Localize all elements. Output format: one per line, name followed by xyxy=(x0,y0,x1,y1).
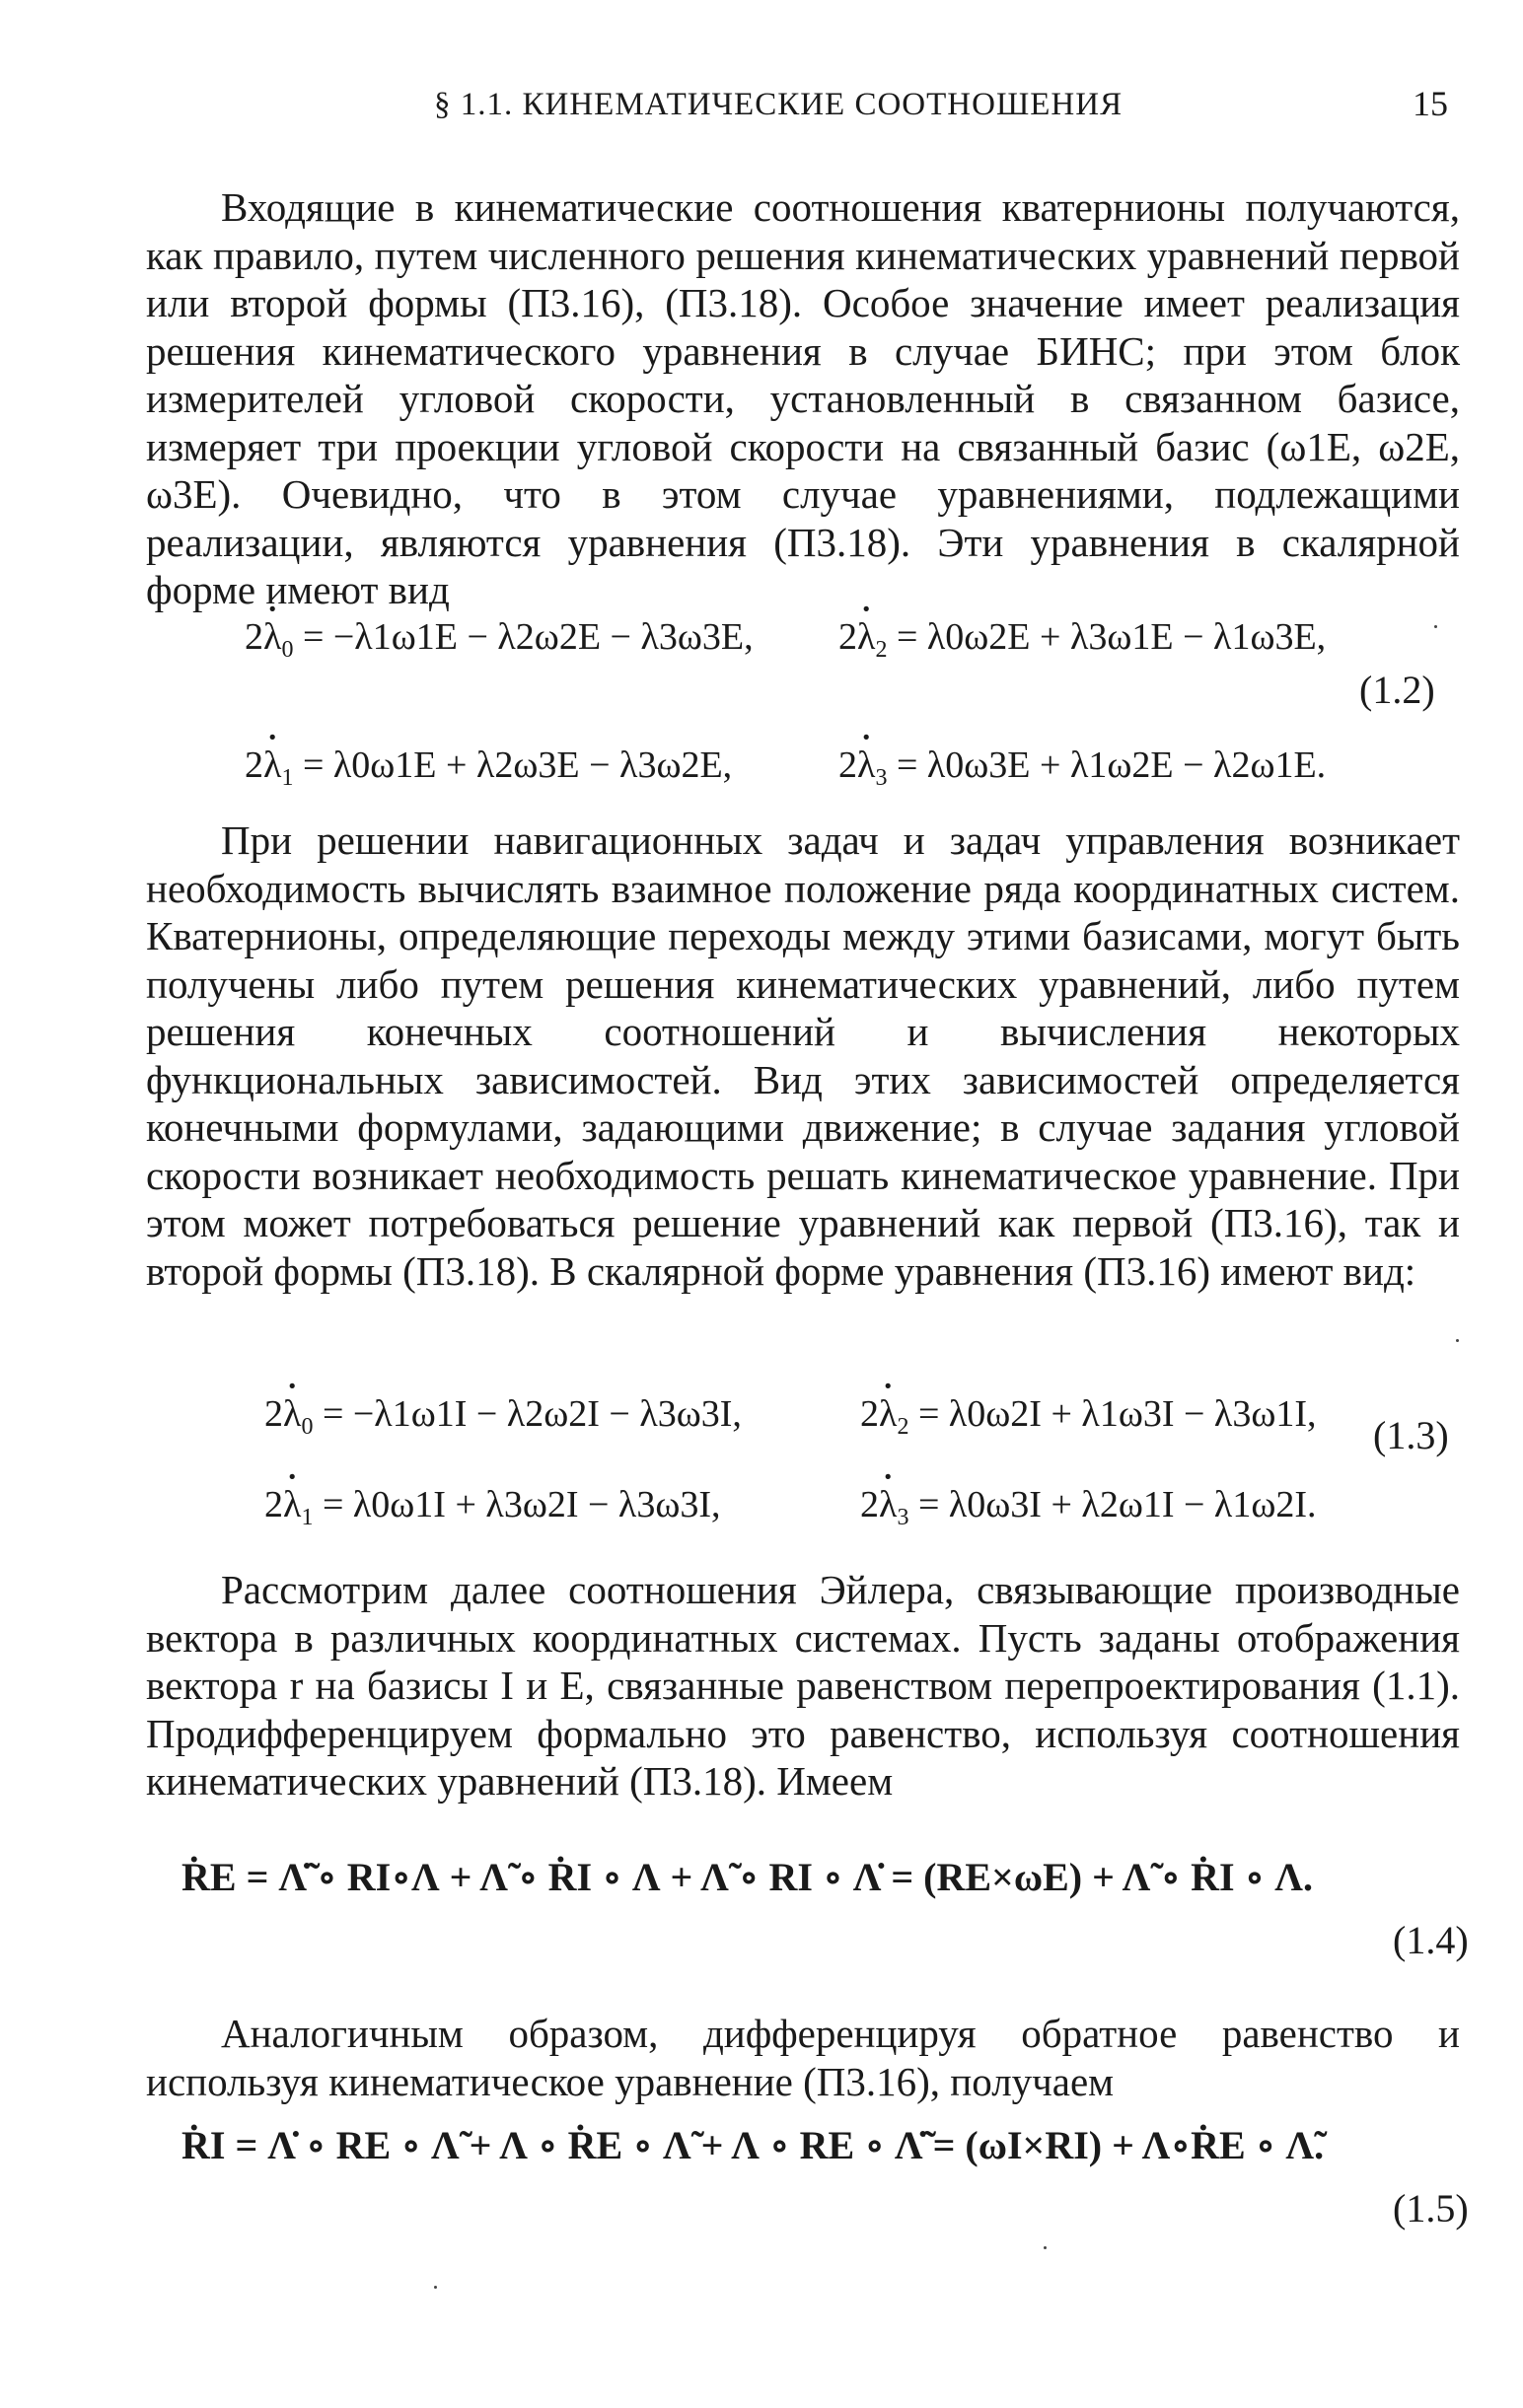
equation-1-4: ṘE = Λ̃̇ ∘ RI∘Λ + Λ̃ ∘ ṘI ∘ Λ + Λ̃ ∘ RI ∘ Λ̇ = (RE×ωE) + Λ̃ ∘ ṘI ∘ Λ. xyxy=(181,1855,1313,1899)
equation-1-3-c: $2\cdot \lambda_1 = \lambda 0\omega 1I + \lambda 3\omega 2I - \lambda 3\omega 3I$, xyxy=(264,1481,721,1541)
equation-1-3-a: $2\cdot \lambda_0 = -\lambda 1\omega 1I - \lambda 2\omega 2I - \lambda 3\omega 3I$, xyxy=(264,1390,742,1451)
equation-1-5: ṘI = Λ̇ ∘ RE ∘ Λ̃ + Λ ∘ ṘE ∘ Λ̃ + Λ ∘ RE ∘ Λ̃̇ = (ωI×RI) + Λ∘ṘE ∘ Λ̃. xyxy=(181,2123,1325,2167)
equation-number-1-4: (1.4) xyxy=(1393,1918,1469,1962)
paragraph-2: При решении навигационных задач и задач управления возникает необходимость вычислять взаимное положение ряда координатных систем. Кватернионы, определяющие переходы между этими базисами, могут быть получены либо путем решения кинематических уравнений, либо путем решения конечных соотношений и вычисления некоторых функциональных зависимостей. Вид этих зависимостей определяется конечными формулами, задающими движение; в случае задания угловой скорости возникает необходимость решать кинематическое уравнение. При этом может потребоваться решение уравнений как первой (П3.16), так и второй формы (П3.18). В скалярной форме уравнения (П3.16) имеют вид: xyxy=(146,817,1460,1294)
paragraph-3: Рассмотрим далее соотношения Эйлера, связывающие производные вектора в различных координатных системах. Пусть заданы отображения вектора r на базисы I и E, связанные равенством перепроектирования (1.1). Продифференцируем формально это равенство, используя соотношения кинематических уравнений (П3.18). Имеем xyxy=(146,1567,1460,1804)
equation-1-3-d: $2\cdot \lambda_3 = \lambda 0\omega 3I + \lambda 2\omega 1I - \lambda 1\omega 2I$. xyxy=(860,1481,1317,1541)
scan-speck xyxy=(1044,2246,1047,2249)
equation-1-3-b: $2\cdot \lambda_2 = \lambda 0\omega 2I + \lambda 1\omega 3I - \lambda 3\omega 1I$, xyxy=(860,1390,1317,1451)
running-head: § 1.1. КИНЕМАТИЧЕСКИЕ СООТНОШЕНИЯ xyxy=(434,87,1124,122)
equation-1-2-d: $2\cdot \lambda_3 = \lambda 0\omega 3E + \lambda 1\omega 2E - \lambda 2\omega 1E$. xyxy=(838,742,1326,802)
equation-number-1-3: (1.3) xyxy=(1373,1413,1449,1457)
equation-1-2-a: $2\cdot \lambda_0 = -\lambda 1\omega 1E - \lambda 2\omega 2E - \lambda 3\omega 3E$, xyxy=(245,613,754,673)
equation-number-1-5: (1.5) xyxy=(1393,2186,1469,2231)
equation-1-2-b: $2\cdot \lambda_2 = \lambda 0\omega 2E + \lambda 3\omega 1E - \lambda 1\omega 3E$, xyxy=(838,613,1326,673)
scan-speck xyxy=(1434,625,1437,628)
page-number: 15 xyxy=(1413,84,1448,123)
paragraph-1: Входящие в кинематические соотношения кватернионы получаются, как правило, путем численного решения кинематических уравнений первой или второй формы (П3.16), (П3.18). Особое значение имеет реализация решения кинематического уравнения в случае БИНС; при этом блок измерителей угловой скорости, установленный в связанном базисе, измеряет три проекции угловой скорости на связанный базис (ω1E, ω2E, ω3E). Очевидно, что в этом случае уравнениями, подлежащими реализации, являются уравнения (П3.18). Эти уравнения в скалярной форме имеют вид xyxy=(146,184,1460,612)
scan-speck xyxy=(434,2286,437,2289)
scan-speck xyxy=(1456,1339,1459,1342)
equation-1-2-c: $2\cdot \lambda_1 = \lambda 0\omega 1E + \lambda 2\omega 3E - \lambda 3\omega 2E$, xyxy=(245,742,732,802)
equation-number-1-2: (1.2) xyxy=(1359,668,1435,712)
paragraph-4: Аналогичным образом, дифференцируя обратное равенство и используя кинематическое уравнение (П3.16), получаем xyxy=(146,2011,1460,2104)
